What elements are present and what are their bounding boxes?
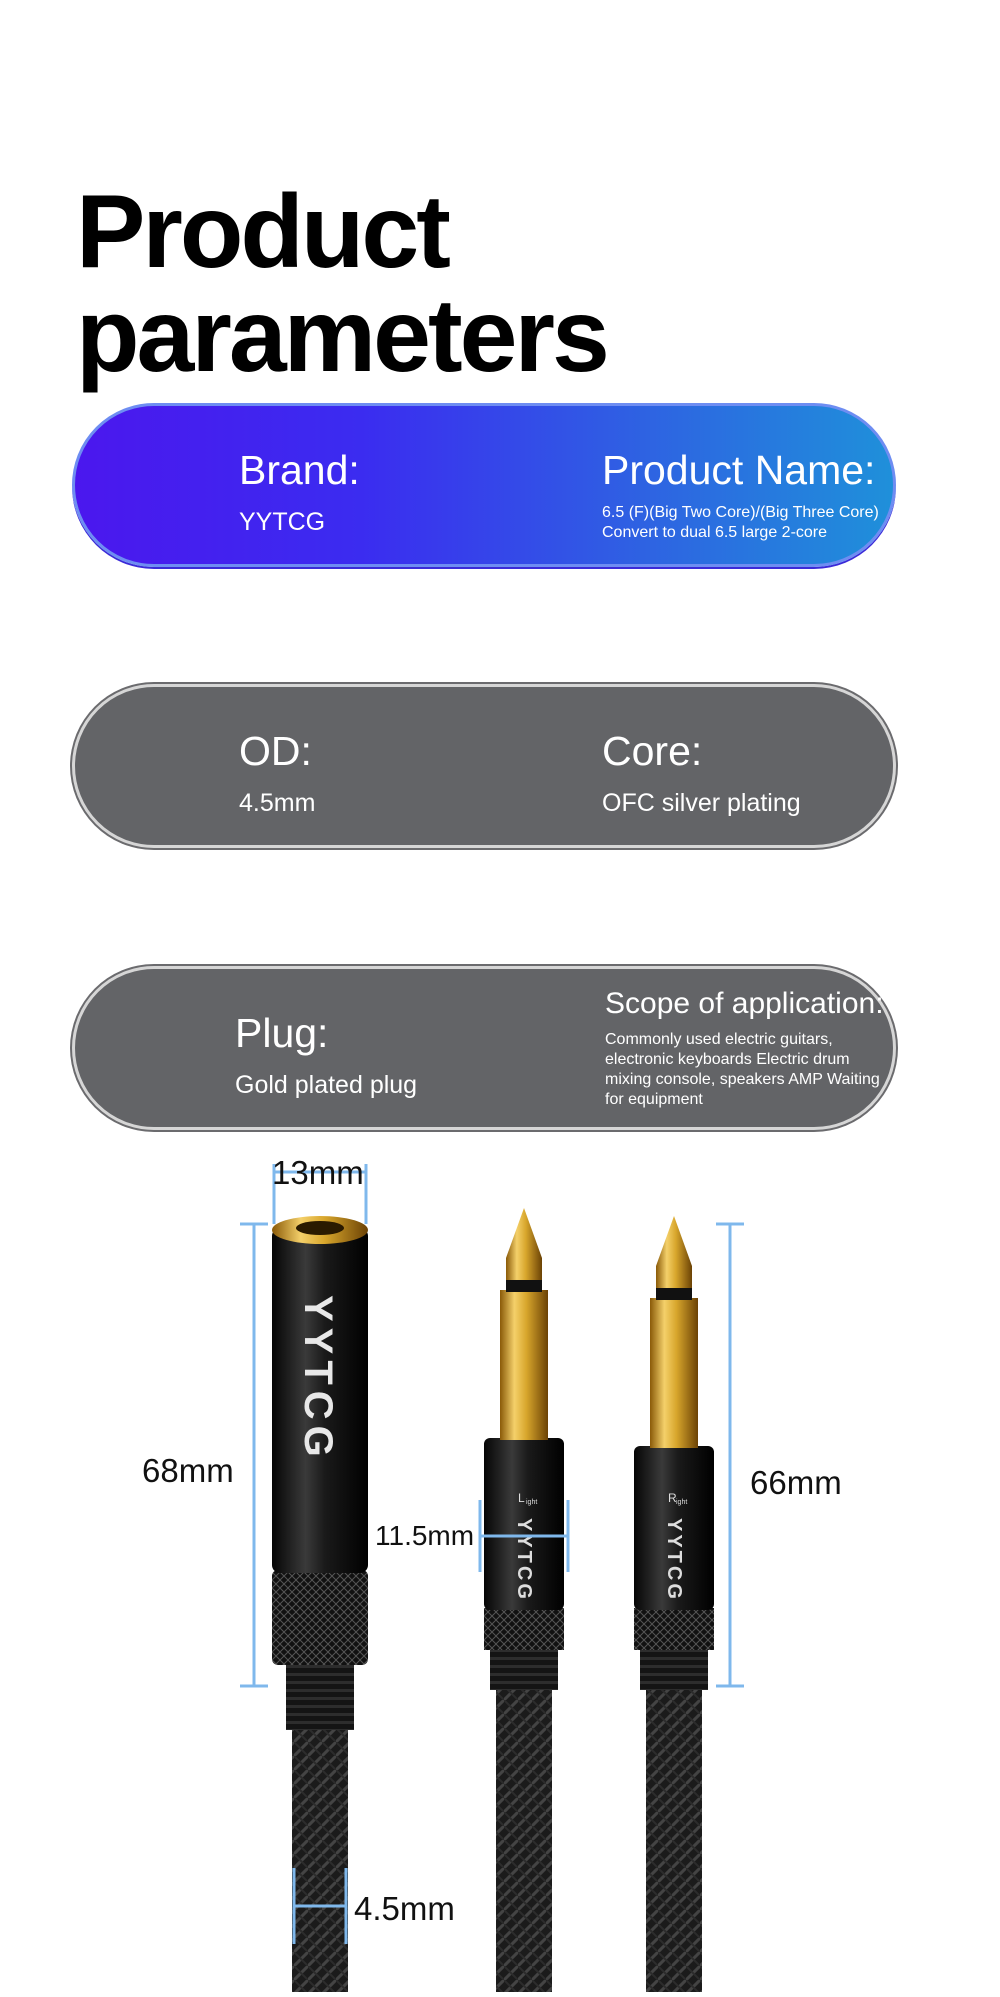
od-label: OD: (239, 728, 312, 774)
female-cable (292, 1720, 348, 1992)
od-field (239, 729, 315, 818)
dim-label-female-length: 68mm (142, 1452, 234, 1489)
right-plug-cable (646, 1680, 702, 1992)
female-jack (272, 1216, 368, 1992)
female-grip (272, 1570, 368, 1665)
left-plug-tip (506, 1208, 542, 1280)
page-title: Product parameters (76, 174, 607, 394)
od-value: 4.5mm (239, 789, 316, 818)
dim-label-plug-length: 66mm (750, 1464, 842, 1501)
dim-label-cable-od: 4.5mm (354, 1890, 455, 1927)
dim-label-plug-width: 11.5mm (375, 1520, 475, 1551)
right-plug (634, 1216, 714, 1992)
right-plug-tip (656, 1216, 692, 1288)
core-value: OFC silver plating (602, 789, 801, 818)
right-plug-insulator (656, 1288, 692, 1300)
product-name-line: Convert to dual 6.5 large 2-core (602, 524, 828, 542)
brand-value: YYTCG (239, 508, 326, 537)
left-plug-grip (484, 1608, 564, 1650)
left-channel-suffix: ight (526, 1499, 538, 1506)
left-plug-cable (496, 1680, 552, 1992)
product-name-label: Product Name: (602, 447, 876, 493)
female-socket (296, 1221, 344, 1235)
left-channel-mark: L (518, 1491, 525, 1505)
right-channel-mark: R (668, 1491, 677, 1505)
core-field (602, 729, 801, 818)
right-plug-grip (634, 1608, 714, 1650)
right-channel-suffix: ight (676, 1499, 688, 1506)
scope-field (605, 987, 895, 1110)
right-plug-sleeve (650, 1298, 698, 1448)
spec-card-od-core (72, 684, 896, 848)
plug-value: Gold plated plug (235, 1071, 418, 1100)
female-strain-relief (286, 1660, 354, 1730)
left-plug (484, 1208, 564, 1992)
brand-label: Brand: (239, 447, 360, 493)
plug-label: Plug: (235, 1010, 329, 1056)
product-name-value (602, 503, 882, 543)
scope-line: electronic keyboards Electric drum (605, 1051, 850, 1068)
dim-label-width-top: 13mm (272, 1154, 364, 1191)
scope-label: Scope of application: (605, 987, 884, 1020)
scope-line: mixing console, speakers AMP Waiting (605, 1071, 880, 1088)
brand-mark-female: YYTCG (296, 1295, 340, 1463)
plug-field (235, 1011, 417, 1100)
spec-card-brand-product (72, 403, 896, 567)
product-figure (0, 1140, 1000, 1992)
scope-line: Commonly used electric guitars, (605, 1031, 833, 1048)
left-plug-insulator (506, 1280, 542, 1292)
brand-field (239, 448, 360, 537)
scope-value (605, 1030, 895, 1110)
brand-mark-right: YYTCG (663, 1518, 685, 1602)
product-name-line: 6.5 (F)(Big Two Core)/(Big Three Core) (602, 504, 879, 522)
scope-line: for equipment (605, 1091, 703, 1108)
left-plug-sleeve (500, 1290, 548, 1440)
product-name-field (602, 448, 882, 543)
core-label: Core: (602, 728, 703, 774)
cable-illustration (0, 1140, 1000, 1992)
spec-card-plug-scope (72, 966, 896, 1130)
brand-mark-left: YYTCG (513, 1518, 535, 1602)
